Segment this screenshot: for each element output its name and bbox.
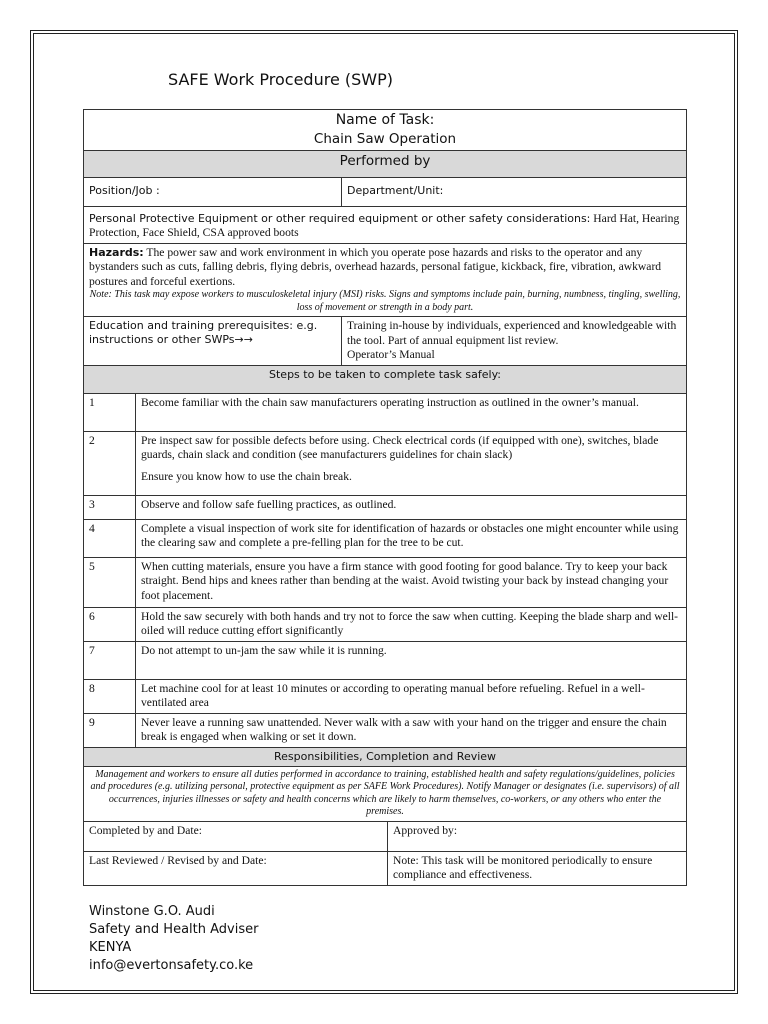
performed-by-heading: Performed by — [84, 151, 687, 178]
step-text: When cutting materials, ensure you have a firm stance with good footing for good balance. Try to keep your back straight. Bend hips and knees rather than bending at the waist. Avoid twisting your back by instead changing your foot placement. — [136, 557, 687, 607]
table-row — [84, 519, 687, 557]
step-text: Observe and follow safe fuelling practices, as outlined. — [136, 495, 687, 519]
table-row — [84, 557, 687, 607]
step-number: 4 — [84, 519, 136, 557]
step-text: Complete a visual inspection of work site for identification of hazards or obstacles one might encounter while using the clearing saw and complete a pre-felling plan for the tree to be cut. — [136, 519, 687, 557]
responsibilities-heading-row — [84, 747, 687, 766]
table-row — [84, 641, 687, 679]
ppe-row — [84, 207, 687, 244]
task-heading: Name of Task: — [335, 112, 435, 128]
ppe-label: Personal Protective Equipment or other required equipment or other safety considerations: — [89, 212, 591, 225]
swp-table — [83, 109, 687, 886]
author-name: Winstone G.O. Audi — [89, 904, 215, 919]
hazards-note: Note: This task may expose workers to musculoskeletal injury (MSI) risks. Signs and symptoms include pain, burning, numbness, tingling, swelling, loss of movement or strength in a body part. — [89, 289, 681, 313]
position-row — [84, 178, 687, 207]
position-label: Position/Job : — [84, 178, 342, 207]
step-number: 6 — [84, 607, 136, 641]
reviewed-label: Last Reviewed / Revised by and Date: — [84, 851, 388, 885]
task-row — [84, 110, 687, 151]
author-role: Safety and Health Adviser — [89, 922, 259, 937]
education-value: Training in-house by individuals, experienced and knowledgeable with the tool. Part of annual equipment list review. — [347, 319, 677, 347]
document-title: SAFE Work Procedure (SWP) — [168, 70, 393, 89]
step-text: Never leave a running saw unattended. Never walk with a saw with your hand on the trigger and ensure the chain break is engaged when walking or set it down. — [136, 713, 687, 747]
author-signature-block — [89, 903, 258, 975]
step-number: 5 — [84, 557, 136, 607]
table-row — [84, 393, 687, 431]
steps-heading-row — [84, 365, 687, 393]
author-country: KENYA — [89, 940, 132, 955]
review-note: Note: This task will be monitored periodically to ensure compliance and effectiveness. — [388, 851, 687, 885]
table-row — [84, 431, 687, 495]
step-extra: Ensure you know how to use the chain break. — [141, 469, 352, 483]
task-name: Chain Saw Operation — [313, 131, 457, 147]
responsibilities-row — [84, 766, 687, 821]
completed-label: Completed by and Date: — [84, 821, 388, 851]
performed-by-row — [84, 151, 687, 178]
step-number: 9 — [84, 713, 136, 747]
completion-row — [84, 821, 687, 851]
approved-label: Approved by: — [388, 821, 687, 851]
hazards-text: The power saw and work environment in which you operate pose hazards and risks to the operator and any bystanders such as cuts, falling debris, flying debris, overhead hazards, personal fatigue, kickback, fire, vibration, awkward postures and forceful exertions. — [89, 245, 662, 288]
step-text: Do not attempt to un-jam the saw while it is running. — [136, 641, 687, 679]
hazards-row — [84, 243, 687, 316]
education-row — [84, 317, 687, 365]
table-row — [84, 713, 687, 747]
step-text: Let machine cool for at least 10 minutes or according to operating manual before refueling. Refuel in a well-ventilated area — [136, 679, 687, 713]
department-label: Department/Unit: — [342, 178, 687, 207]
table-row — [84, 607, 687, 641]
step-text: Become familiar with the chain saw manufacturers operating instruction as outlined in the owner’s manual. — [136, 393, 687, 431]
responsibilities-heading: Responsibilities, Completion and Review — [84, 747, 687, 766]
table-row — [84, 679, 687, 713]
step-number: 1 — [84, 393, 136, 431]
steps-heading: Steps to be taken to complete task safely: — [84, 365, 687, 393]
review-row — [84, 851, 687, 885]
step-text: Pre inspect saw for possible defects before using. Check electrical cords (if equipped with one), switches, blade guards, chain slack and condition (see manufacturers guidelines for chain slack) — [141, 433, 659, 462]
ppe-value: Hard Hat, Hearing Protection, Face Shield, CSA approved boots — [89, 212, 680, 240]
step-number: 7 — [84, 641, 136, 679]
step-number: 3 — [84, 495, 136, 519]
step-text: Hold the saw securely with both hands and try not to force the saw when cutting. Keeping the blade sharp and well-oiled will reduce cutting effort significantly — [136, 607, 687, 641]
hazards-label: Hazards: — [89, 245, 144, 259]
education-label: Education and training prerequisites: e.g. instructions or other SWPs→→ — [84, 317, 342, 365]
step-number: 2 — [84, 431, 136, 495]
responsibilities-text: Management and workers to ensure all duties performed in accordance to training, established health and safety regulations/guidelines, policies and procedures (e.g. utilizing personal, protective equipment as per SAFE Work Procedures). Notify Manager or designates (i.e. supervisors) of all occurrences, injuries illnesses or safety and health concerns which are likely to harm themselves, co-workers, or any others who enter the premises. — [90, 768, 680, 818]
education-manual: Operator’s Manual — [347, 348, 435, 362]
table-row — [84, 495, 687, 519]
author-email[interactable]: info@evertonsafety.co.ke — [89, 958, 254, 973]
step-number: 8 — [84, 679, 136, 713]
